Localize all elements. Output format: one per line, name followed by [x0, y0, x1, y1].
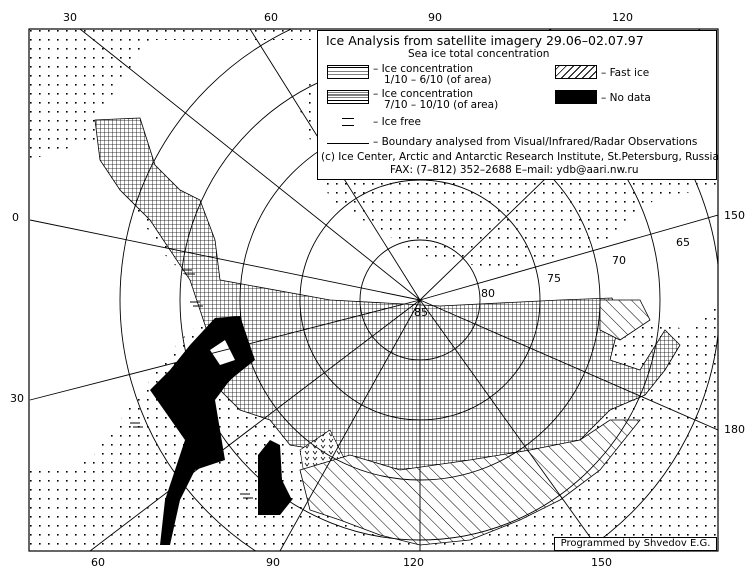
latitude-label-65: 65 — [676, 236, 690, 249]
legend-low-concentration-line2: 1/10 – 6/10 (of area) — [384, 74, 492, 86]
swatch-fast-ice — [555, 65, 597, 79]
programmer-credit: Programmed by Shvedov E.G. — [554, 537, 717, 551]
latitude-label-70: 70 — [612, 254, 626, 267]
longitude-label-top-60: 60 — [264, 11, 278, 24]
legend-boundary: – Boundary analysed from Visual/Infrared/Radar Observations — [373, 136, 698, 148]
longitude-label-right-180: 180 — [724, 423, 745, 436]
longitude-label-bottom-120: 120 — [403, 556, 424, 569]
legend-ice-free: – Ice free — [373, 116, 421, 128]
boundary-legend-line — [327, 143, 369, 144]
swatch-no-data — [555, 90, 597, 104]
legend-fast-ice: – Fast ice — [601, 67, 650, 79]
legend-copyright: (c) Ice Center, Arctic and Antarctic Research Institute, St.Petersburg, Russia — [321, 151, 719, 163]
longitude-label-right-150: 150 — [724, 209, 745, 222]
longitude-label-left-0: 0 — [12, 211, 19, 224]
legend-title: Ice Analysis from satellite imagery 29.06–02.07.97 — [326, 33, 644, 48]
swatch-low-concentration — [327, 65, 369, 79]
longitude-label-bottom-60: 60 — [91, 556, 105, 569]
legend-high-concentration-line2: 7/10 – 10/10 (of area) — [384, 99, 499, 111]
legend-high-concentration-line1: – Ice concentration — [373, 88, 473, 100]
longitude-label-left-30: 30 — [10, 392, 24, 405]
longitude-label-bottom-90: 90 — [266, 556, 280, 569]
ice-free-legend-icon — [342, 118, 354, 126]
longitude-label-top-30: 30 — [63, 11, 77, 24]
longitude-label-top-90: 90 — [428, 11, 442, 24]
legend-contact: FAX: (7–812) 352–2688 E–mail: ydb@aari.nw.ru — [390, 164, 639, 176]
longitude-label-top-120: 120 — [612, 11, 633, 24]
legend-subtitle: Sea ice total concentration — [408, 48, 550, 60]
map-legend — [317, 30, 717, 180]
latitude-label-80: 80 — [481, 287, 495, 300]
legend-low-concentration-line1: – Ice concentration — [373, 63, 473, 75]
swatch-high-concentration — [327, 90, 369, 104]
longitude-label-bottom-150: 150 — [591, 556, 612, 569]
legend-no-data: – No data — [601, 92, 651, 104]
latitude-label-85: 85 — [414, 306, 428, 319]
latitude-label-75: 75 — [547, 272, 561, 285]
